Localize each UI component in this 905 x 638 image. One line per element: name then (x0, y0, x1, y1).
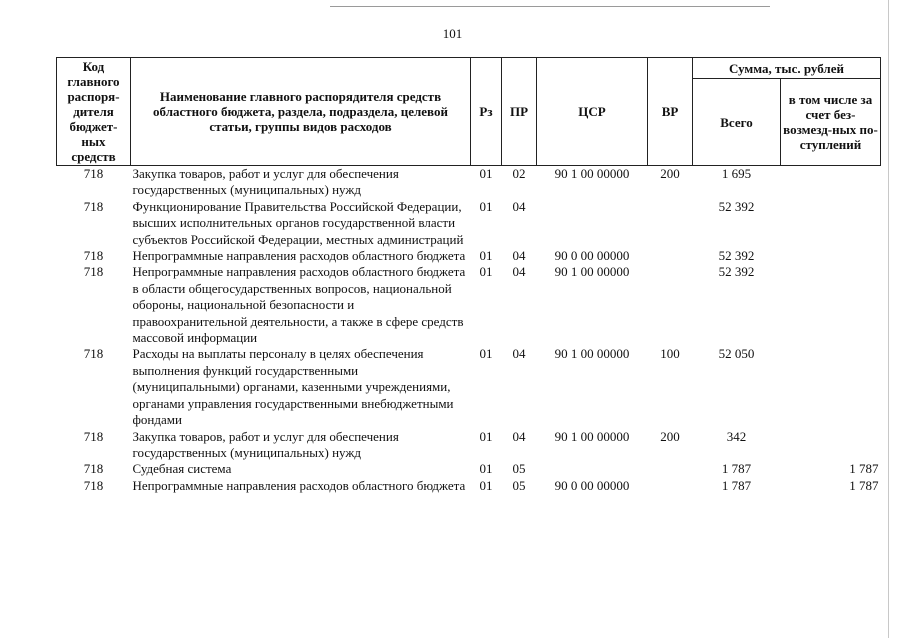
table-row (57, 429, 881, 462)
cell-name: Непрограммные направления расходов областного бюджета в области общегосударственных вопросов, национальной обороны, национальной безопасности и правоохранительной деятельности, а также в сфере средств массовой информации (132, 264, 466, 346)
cell-pr: 05 (512, 461, 526, 477)
table-row (57, 478, 881, 494)
header-name: Наименование главного распорядителя средств областного бюджета, раздела, подраздела, целевой статьи, группы видов расходов (131, 58, 471, 166)
cell-total: 1 695 (721, 166, 752, 181)
cell-rz: 01 (479, 198, 493, 214)
cell-name: Закупка товаров, работ и услуг для обеспечения государственных (муниципальных) нужд (132, 428, 399, 460)
cell-name: Расходы на выплаты персоналу в целях обеспечения выполнения функций государственными (муниципальными) органами, казенными учреждениями, органами управления государственными внебюджетными фондами (132, 346, 454, 428)
cell-code: 718 (83, 461, 104, 477)
cell-gratis (781, 264, 881, 346)
table-header (57, 58, 881, 166)
cell-pr: 05 (512, 477, 526, 493)
cell-total: 52 392 (718, 248, 755, 264)
header-gratis: в том числе за счет без-возмезд-ных по-ступлений (781, 79, 881, 166)
cell-csr: 90 1 00 00000 (554, 264, 630, 280)
header-sum-group: Сумма, тыс. рублей (693, 58, 881, 79)
cell-rz: 01 (479, 428, 493, 444)
cell-gratis (781, 166, 881, 199)
cell-gratis: 1 787 (849, 477, 879, 493)
cell-vr (648, 199, 693, 248)
cell-pr: 04 (512, 264, 526, 280)
header-pr: ПР (502, 58, 537, 166)
cell-vr: 200 (660, 428, 680, 444)
cell-gratis: 1 787 (849, 461, 879, 477)
cell-csr (537, 199, 648, 248)
cell-code: 718 (83, 428, 104, 444)
cell-rz: 01 (479, 477, 493, 493)
header-code: Код главного распоря-дителя бюджет-ных средств (57, 58, 131, 166)
cell-code: 718 (83, 346, 104, 362)
cell-total: 52 392 (718, 264, 755, 280)
table-row (57, 199, 881, 248)
cell-code: 718 (83, 198, 104, 214)
cell-name: Судебная система (132, 461, 232, 477)
cell-gratis (781, 429, 881, 462)
cell-pr: 04 (512, 346, 526, 362)
cell-rz: 01 (479, 264, 493, 280)
cell-total: 1 787 (721, 477, 752, 493)
header-vr: ВР (648, 58, 693, 166)
cell-gratis (781, 199, 881, 248)
cell-csr: 90 0 00 00000 (554, 477, 630, 493)
cell-vr: 200 (660, 166, 680, 181)
cell-csr (537, 461, 648, 477)
cell-total: 52 050 (718, 346, 755, 362)
cell-gratis (781, 346, 881, 428)
cell-pr: 04 (512, 248, 526, 264)
cell-gratis (781, 248, 881, 264)
cell-csr: 90 1 00 00000 (554, 166, 630, 181)
cell-rz: 01 (479, 346, 493, 362)
header-rz: Рз (471, 58, 502, 166)
page-number: 101 (442, 26, 463, 41)
header-csr: ЦСР (537, 58, 648, 166)
cell-rz: 01 (479, 166, 493, 181)
cell-code: 718 (83, 264, 104, 280)
cell-pr: 04 (512, 428, 526, 444)
cell-code: 718 (83, 166, 104, 181)
cell-vr (648, 461, 693, 477)
cell-vr (648, 248, 693, 264)
table-body (57, 166, 881, 495)
scan-artifact-line (330, 6, 770, 7)
budget-table (56, 57, 881, 494)
table-row (57, 166, 881, 199)
cell-rz: 01 (479, 248, 493, 264)
cell-name: Функционирование Правительства Российской Федерации, высших исполнительных органов государственной власти субъектов Российской Федерации, местных администраций (132, 198, 464, 247)
scan-artifact-edge (888, 0, 889, 638)
table-row (57, 461, 881, 477)
table-row (57, 248, 881, 264)
cell-name: Закупка товаров, работ и услуг для обеспечения государственных (муниципальных) нужд (132, 166, 399, 198)
cell-total: 342 (726, 428, 747, 444)
cell-pr: 02 (512, 166, 526, 181)
cell-csr: 90 1 00 00000 (554, 428, 630, 444)
cell-vr (648, 478, 693, 494)
cell-code: 718 (83, 248, 104, 264)
cell-pr: 04 (512, 198, 526, 214)
cell-code: 718 (83, 477, 104, 493)
cell-rz: 01 (479, 461, 493, 477)
cell-name: Непрограммные направления расходов областного бюджета (132, 477, 466, 493)
cell-csr: 90 1 00 00000 (554, 346, 630, 362)
table-row (57, 264, 881, 346)
cell-csr: 90 0 00 00000 (554, 248, 630, 264)
table-row (57, 346, 881, 428)
cell-vr (648, 264, 693, 346)
cell-total: 52 392 (718, 198, 755, 214)
cell-total: 1 787 (721, 461, 752, 477)
cell-vr: 100 (660, 346, 680, 362)
cell-name: Непрограммные направления расходов областного бюджета (132, 248, 466, 264)
header-total: Всего (693, 79, 781, 166)
